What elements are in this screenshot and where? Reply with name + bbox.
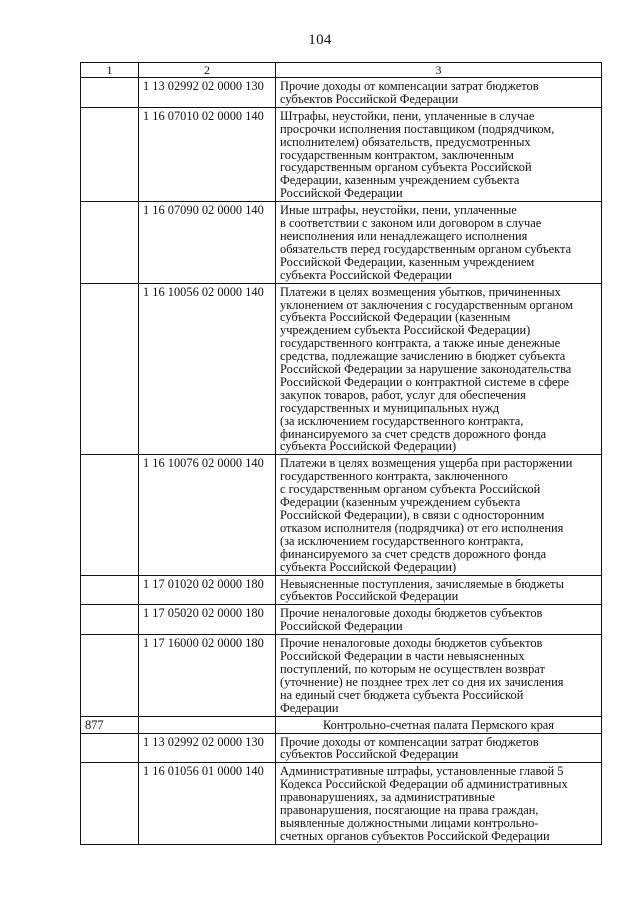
revenue-code-cell: 1 13 02992 02 0000 130: [139, 733, 276, 763]
revenue-name-line: Российской Федерации за нарушение законодательства: [280, 362, 572, 377]
revenue-code-cell: [139, 716, 276, 733]
revenue-name-line: правонарушениях, за административные: [280, 790, 495, 805]
revenue-name-line: поступлений, по которым не осуществлен возврат: [280, 661, 545, 676]
table-row: [81, 283, 602, 455]
table-body: [81, 78, 602, 845]
table-header-row: [81, 63, 602, 78]
column-header-1: 1: [81, 63, 139, 78]
revenue-name-line: финансируемого за счет средств дорожного фонда: [280, 426, 547, 441]
revenue-name-line: на единый счет бюджета субъекта Российской: [280, 687, 524, 702]
revenue-code-cell: 1 17 01020 02 0000 180: [139, 575, 276, 605]
revenue-name-line: Контрольно-счетная палата Пермского края: [322, 717, 554, 732]
revenue-name-line: просрочки исполнения поставщиком (подрядчиком,: [280, 121, 555, 136]
revenue-name-line: исполнителем) обязательств, предусмотренных: [280, 134, 531, 149]
revenue-name-line: государственным органом субъекта Российской: [280, 160, 532, 175]
revenue-code-cell: 1 13 02992 02 0000 130: [139, 78, 276, 108]
admin-code-cell: [81, 78, 139, 108]
revenue-name-line: неисполнения или ненадлежащего исполнения: [280, 228, 528, 243]
revenue-name-line: Российской Федерации), в связи с односторонним: [280, 508, 545, 522]
revenue-name-line: государственного контракта, а также иные денежные: [280, 336, 561, 351]
revenue-name-cell: [276, 716, 602, 733]
revenue-name-line: Платежи в целях возмещения убытков, причиненных: [280, 284, 561, 299]
revenue-name-line: Российской Федерации: [280, 186, 403, 201]
revenue-name-line: Прочие неналоговые доходы бюджетов субъектов: [280, 636, 543, 651]
table-row: [81, 78, 602, 108]
revenue-name-line: обязательств перед государственным органом субъекта: [280, 241, 572, 256]
revenue-name-line: выявленные должностными лицами контрольно-: [280, 815, 539, 830]
revenue-name-line: Прочие неналоговые доходы бюджетов субъектов: [280, 606, 543, 621]
revenue-code-cell: 1 16 07090 02 0000 140: [139, 202, 276, 283]
table-row: [81, 455, 602, 575]
revenue-code-cell: 1 16 10056 02 0000 140: [139, 283, 276, 455]
table-row: [81, 763, 602, 844]
admin-code-cell: [81, 283, 139, 455]
revenue-name-cell: [276, 455, 602, 575]
revenue-name-line: Кодекса Российской Федерации об административных: [280, 777, 568, 792]
revenue-code-cell: 1 17 05020 02 0000 180: [139, 605, 276, 635]
revenue-name-line: уклонением от заключения с государственным органом: [280, 297, 573, 312]
revenue-name-line: субъектов Российской Федерации: [280, 747, 459, 762]
revenue-name-line: учреждением субъекта Российской Федерации): [280, 323, 531, 338]
revenue-name-line: Административные штрафы, установленные главой 5: [280, 764, 564, 779]
revenue-name-cell: [276, 733, 602, 763]
revenue-name-line: Платежи в целях возмещения ущерба при расторжении: [280, 456, 573, 471]
revenue-name-line: субъекта Российской Федерации): [280, 439, 457, 454]
admin-code-cell: [81, 605, 139, 635]
admin-code-cell: [81, 575, 139, 605]
revenue-name-line: Российской Федерации о контрактной системе в сфере: [280, 374, 570, 389]
revenue-name-cell: [276, 635, 602, 716]
revenue-name-line: Прочие доходы от компенсации затрат бюджетов: [280, 79, 539, 93]
revenue-name-cell: [276, 575, 602, 605]
revenue-name-line: Российской Федерации в части невыясненных: [280, 649, 525, 664]
revenue-name-line: (за исключением государственного контракта,: [280, 533, 524, 548]
revenue-name-line: Штрафы, неустойки, пени, уплаченные в случае: [280, 108, 535, 123]
table-row: [81, 635, 602, 716]
admin-code-cell: [81, 107, 139, 201]
budget-revenue-table: [80, 62, 602, 845]
revenue-name-line: с государственным органом субъекта Российской: [280, 482, 541, 497]
revenue-name-line: Прочие доходы от компенсации затрат бюджетов: [280, 734, 539, 749]
revenue-code-cell: 1 16 10076 02 0000 140: [139, 455, 276, 575]
table-row: [81, 107, 602, 201]
table-row: [81, 716, 602, 733]
revenue-name-line: Иные штрафы, неустойки, пени, уплаченные: [280, 203, 517, 218]
admin-code-cell: 877: [81, 716, 139, 733]
column-header-2: 2: [139, 63, 276, 78]
revenue-name-line: правонарушения, посягающие на права граждан,: [280, 803, 539, 818]
revenue-name-line: государственных и муниципальных нужд: [280, 400, 500, 415]
revenue-name-line: субъекта Российской Федерации): [280, 559, 457, 574]
admin-code-cell: [81, 455, 139, 575]
revenue-name-line: отказом исполнителя (подрядчика) от его исполнения: [280, 520, 564, 535]
revenue-name-line: субъекта Российской Федерации (казенным: [280, 310, 511, 325]
revenue-name-line: государственным контрактом, заключенным: [280, 147, 514, 162]
revenue-name-line: Невыясненные поступления, зачисляемые в бюджеты: [280, 576, 564, 591]
revenue-name-line: Российской Федерации: [280, 619, 403, 634]
revenue-name-cell: [276, 763, 602, 844]
revenue-name-cell: [276, 107, 602, 201]
revenue-name-cell: [276, 202, 602, 283]
admin-code-cell: [81, 763, 139, 844]
table-row: [81, 733, 602, 763]
revenue-name-line: государственного контракта, заключенного: [280, 469, 508, 484]
revenue-name-line: Российской Федерации, казенным учреждением: [280, 254, 535, 269]
table-row: [81, 605, 602, 635]
revenue-code-cell: 1 17 16000 02 0000 180: [139, 635, 276, 716]
admin-code-cell: [81, 202, 139, 283]
revenue-name-line: субъекта Российской Федерации: [280, 267, 452, 282]
revenue-name-line: закупок товаров, работ, услуг для обеспечения: [280, 387, 526, 402]
revenue-name-line: субъектов Российской Федерации: [280, 589, 459, 604]
table-row: [81, 575, 602, 605]
admin-code-cell: [81, 733, 139, 763]
revenue-name-line: в соответствии с законом или договором в случае: [280, 216, 542, 231]
revenue-name-cell: [276, 605, 602, 635]
revenue-name-line: Федерации: [280, 700, 339, 715]
revenue-name-cell: [276, 78, 602, 108]
revenue-name-line: средства, подлежащие зачислению в бюджет субъекта: [280, 349, 566, 364]
revenue-name-line: счетных органов субъектов Российской Федерации: [280, 828, 550, 843]
table-row: [81, 202, 602, 283]
revenue-code-cell: 1 16 07010 02 0000 140: [139, 107, 276, 201]
revenue-name-line: Федерации (казенным учреждением субъекта: [280, 495, 521, 510]
revenue-name-line: (за исключением государственного контракта,: [280, 413, 524, 428]
page-number: 104: [308, 32, 332, 48]
admin-code-cell: [81, 635, 139, 716]
revenue-name-line: (уточнение) не позднее трех лет со дня их зачисления: [280, 674, 564, 689]
revenue-name-line: субъектов Российской Федерации: [280, 91, 459, 106]
revenue-name-cell: [276, 283, 602, 455]
revenue-name-line: Федерации, казенным учреждением субъекта: [280, 173, 520, 188]
revenue-code-cell: 1 16 01056 01 0000 140: [139, 763, 276, 844]
column-header-3: 3: [276, 63, 602, 78]
revenue-name-line: финансируемого за счет средств дорожного фонда: [280, 546, 547, 561]
